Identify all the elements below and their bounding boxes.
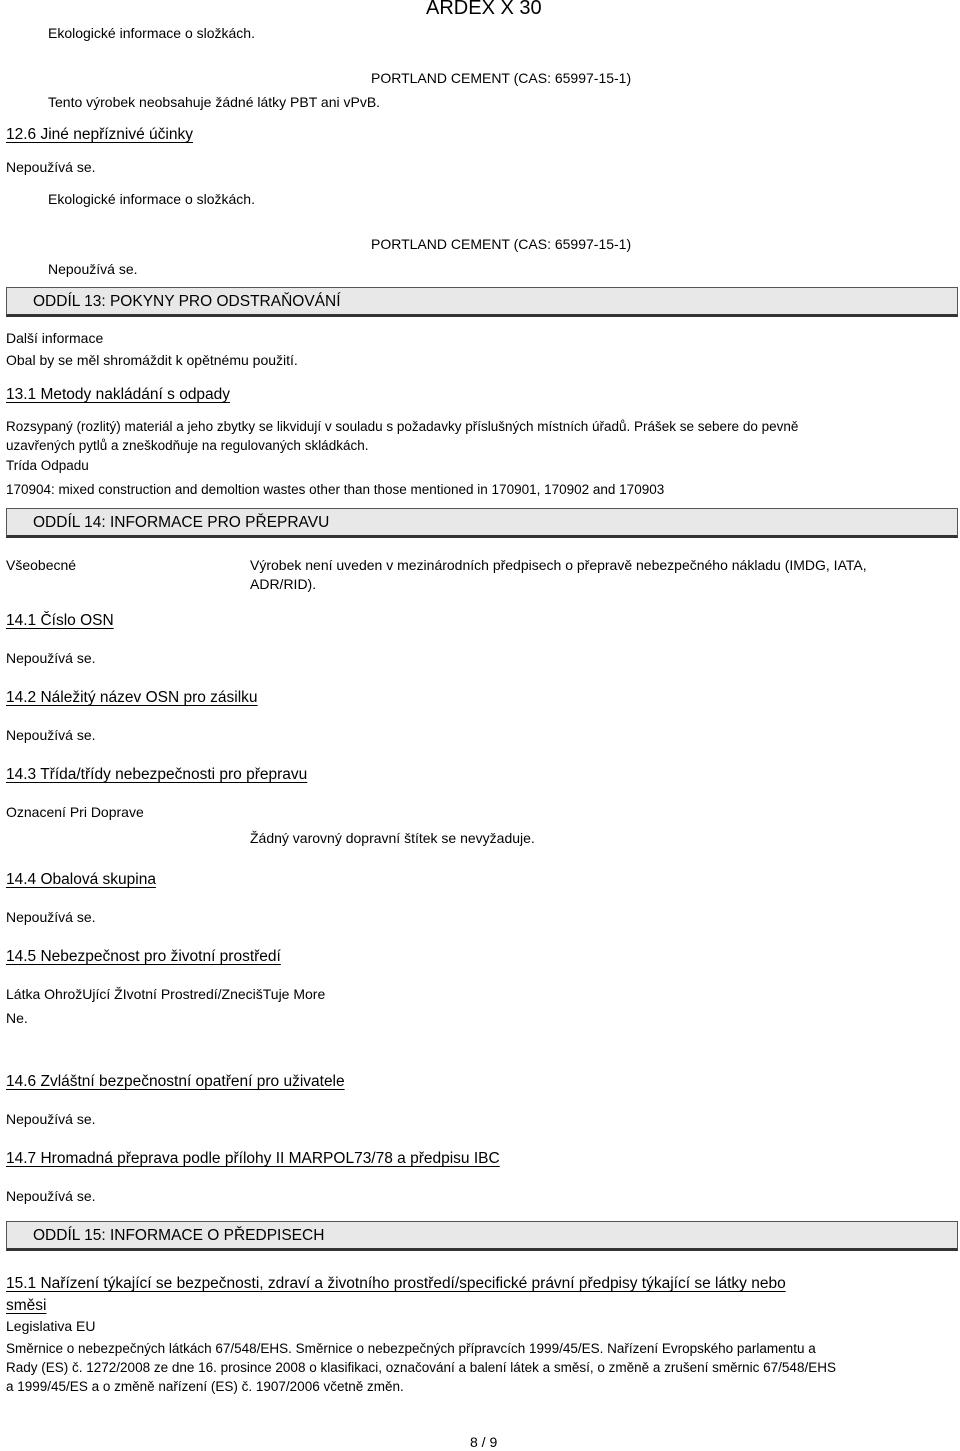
general-text-line2: ADR/RID).: [250, 576, 317, 592]
text-14-7: Nepoužívá se.: [6, 1188, 96, 1204]
text-14-2: Nepoužívá se.: [6, 727, 96, 743]
heading-14-6: 14.6 Zvláštní bezpečnostní opatření pro uživatele: [6, 1073, 345, 1090]
heading-14-7: 14.7 Hromadná přeprava podle přílohy II MARPOL73/78 a předpisu IBC: [6, 1150, 500, 1167]
more-info-label: Další informace: [6, 330, 104, 346]
section-15-title: ODDÍL 15: INFORMACE O PŘEDPISECH: [33, 1227, 325, 1244]
heading-13-1: 13.1 Metody nakládání s odpady: [6, 386, 231, 403]
heading-14-1: 14.1 Číslo OSN: [6, 612, 114, 629]
document-title: ARDEX X 30: [426, 0, 542, 19]
text-14-3: Žádný varovný dopravní štítek se nevyžaduje.: [250, 830, 535, 846]
heading-14-4: 14.4 Obalová skupina: [6, 871, 156, 888]
general-text-line1: Výrobek není uveden v mezinárodních předpisech o přepravě nebezpečného nákladu (IMDG, IATA,: [250, 557, 867, 573]
eu-legislation-label: Legislativa EU: [6, 1318, 96, 1334]
waste-class-text: 170904: mixed construction and demoltion wastes other than those mentioned in 170901, 170902 and 170903: [6, 482, 665, 497]
heading-14-2: 14.2 Náležitý název OSN pro zásilku: [6, 689, 258, 706]
page-number: 8 / 9: [470, 1434, 498, 1450]
eco-info-label: Ekologické informace o složkách.: [48, 25, 255, 41]
disposal-text-line2: uzavřených pytlů a zneškodňuje na regulovaných skládkách.: [6, 438, 369, 453]
section-14-header: [6, 508, 958, 538]
component-name: PORTLAND CEMENT (CAS: 65997-15-1): [371, 70, 632, 86]
eco-info-label-2: Ekologické informace o složkách.: [48, 191, 255, 207]
general-label: Všeobecné: [6, 557, 77, 573]
section-15-header: [6, 1221, 958, 1251]
heading-14-3: 14.3 Třída/třídy nebezpečnosti pro přepravu: [6, 766, 308, 783]
transport-label: Oznacení Pri Doprave: [6, 804, 144, 820]
text-14-4: Nepoužívá se.: [6, 909, 96, 925]
eu-legislation-line3: a 1999/45/ES a o změně nařízení (ES) č. 1907/2006 včetně změn.: [6, 1379, 404, 1394]
section-13-header: [6, 287, 958, 317]
pbt-text: Tento výrobek neobsahuje žádné látky PBT ani vPvB.: [48, 94, 381, 110]
text-12-6: Nepoužívá se.: [6, 159, 96, 175]
env-hazard-label: Látka OhrožUjící ŽIvotní Prostredí/ZnecišTuje More: [6, 986, 326, 1002]
disposal-text-line1: Rozsypaný (rozlitý) materiál a jeho zbytky se likvidují v souladu s požadavky příslušných místních úřadů. Prášek se sebere do pevně: [6, 419, 799, 434]
component-text-2: Nepoužívá se.: [48, 261, 138, 277]
section-14-title: ODDÍL 14: INFORMACE PRO PŘEPRAVU: [33, 514, 330, 531]
eu-legislation-line2: Rady (ES) č. 1272/2008 ze dne 16. prosince 2008 o klasifikaci, označování a balení látek a směsí, o změně a zrušení směrnic 67/548/EHS: [6, 1360, 836, 1375]
eu-legislation-line1: Směrnice o nebezpečných látkách 67/548/EHS. Směrnice o nebezpečných přípravcích 1999/45/ES. Nařízení Evropského parlamentu a: [6, 1341, 816, 1356]
heading-15-1-line2: směsi: [6, 1297, 47, 1314]
text-14-5: Ne.: [6, 1010, 28, 1026]
text-14-1: Nepoužívá se.: [6, 650, 96, 666]
waste-class-label: Trída Odpadu: [6, 458, 89, 473]
heading-15-1-line1: 15.1 Nařízení týkající se bezpečnosti, zdraví a životního prostředí/specifické právní předpisy týkající se látky nebo: [6, 1275, 786, 1292]
heading-14-5: 14.5 Nebezpečnost pro životní prostředí: [6, 948, 281, 965]
component-name-2: PORTLAND CEMENT (CAS: 65997-15-1): [371, 236, 632, 252]
text-14-6: Nepoužívá se.: [6, 1111, 96, 1127]
heading-12-6: 12.6 Jiné nepříznivé účinky: [6, 126, 193, 143]
more-info-text: Obal by se měl shromáždit k opětnému použití.: [6, 352, 298, 368]
section-13-title: ODDÍL 13: POKYNY PRO ODSTRAŇOVÁNÍ: [33, 293, 341, 310]
